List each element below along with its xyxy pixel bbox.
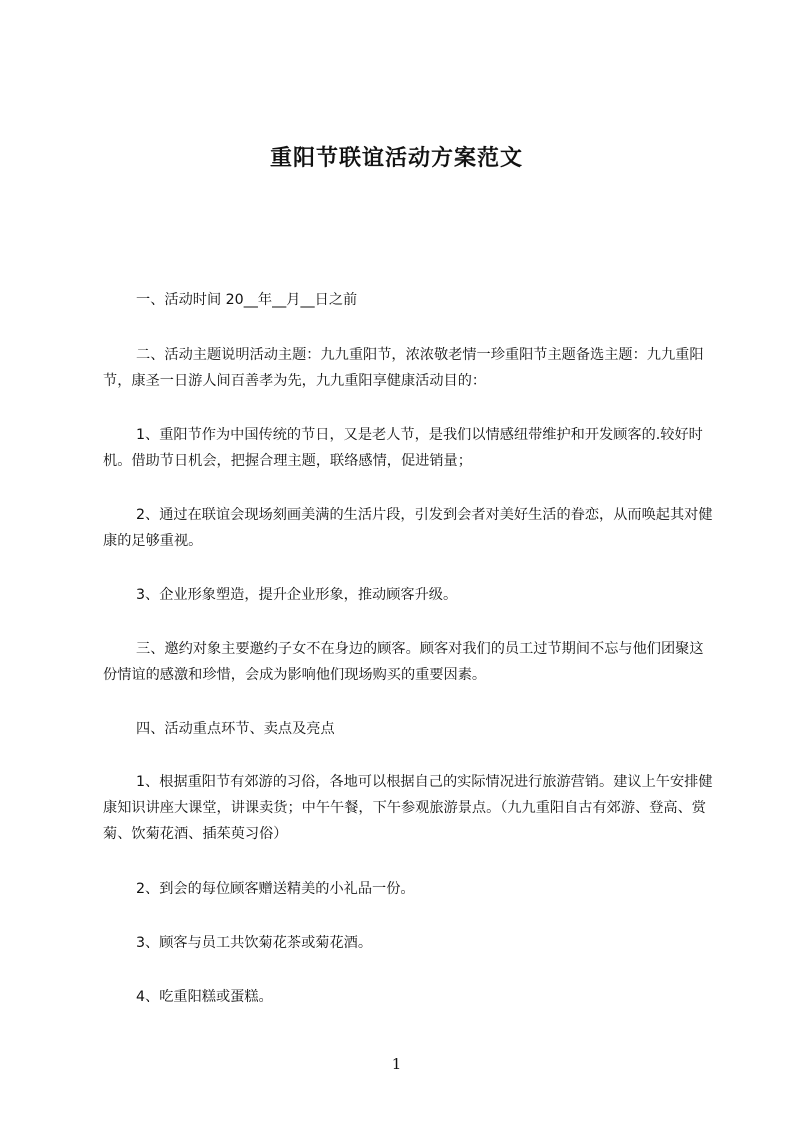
page-number: 1 [391, 1055, 402, 1073]
paragraph-highlight-2: 2、到会的每位顾客赠送精美的小礼品一份。 [136, 881, 415, 897]
paragraph-highlights-heading: 四、活动重点环节、卖点及亮点 [136, 721, 335, 737]
paragraph-purpose-3: 3、企业形象塑造，提升企业形象，推动顾客升级。 [136, 587, 458, 603]
paragraph-highlight-3: 3、顾客与员工共饮菊花茶或菊花酒。 [136, 935, 373, 951]
paragraph-purpose-1: 1、重阳节作为中国传统的节日，又是老人节，是我们以情感纽带维护和开发顾客的.较好时机。借助节日机会，把握合理主题，联络感情，促进销量； [103, 427, 703, 469]
paragraph-highlight-1: 1、根据重阳节有郊游的习俗，各地可以根据自己的实际情况进行旅游营销。建议上午安排健康知识讲座大课堂，讲课卖货；中午午餐，下午参观旅游景点。（九九重阳自古有郊游、登高、赏菊、饮菊花酒、插茱萸习俗） [103, 774, 713, 842]
paragraph-highlight-4: 4、吃重阳糕或蛋糕。 [136, 989, 273, 1005]
document-title: 重阳节联谊活动方案范文 [269, 146, 523, 171]
paragraph-activity-time: 一、活动时间 20__年__月__日之前 [136, 292, 358, 308]
paragraph-invitees: 三、邀约对象主要邀约子女不在身边的顾客。顾客对我们的员工过节期间不忘与他们团聚这份情谊的感激和珍惜，会成为影响他们现场购买的重要因素。 [103, 641, 704, 683]
paragraph-purpose-2: 2、通过在联谊会现场刻画美满的生活片段，引发到会者对美好生活的眷恋，从而唤起其对健康的足够重视。 [103, 507, 713, 549]
paragraph-activity-theme: 二、活动主题说明活动主题：九九重阳节，浓浓敬老情一珍重阳节主题备选主题：九九重阳节，康圣一日游人间百善孝为先，九九重阳享健康活动目的： [103, 347, 704, 389]
